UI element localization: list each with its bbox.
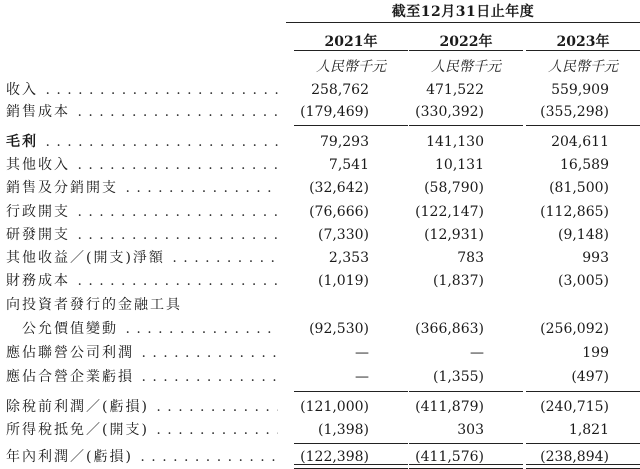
value-2021: — [355,369,369,385]
unit-header-2023: 人民幣千元 [548,59,618,75]
value-2022: (58,790) [424,180,484,196]
value-2023: (238,894) [540,449,609,465]
total-double-rule-2022 [409,464,523,469]
value-2023: (9,148) [557,227,609,243]
row-label: 銷售成本 . . . [6,101,278,123]
value-2022: 303 [457,422,484,438]
year-header-2021: 2021年 [324,34,378,50]
total-double-rule-2023 [526,464,640,469]
row-label: 研發開支 . . . [6,224,278,246]
value-2022: 471,522 [426,82,484,98]
value-2023: 199 [582,345,609,361]
table-row-loss-before-tax [0,396,640,418]
value-2021: 79,293 [320,134,369,150]
row-label: 向投資者發行的金融工具 [6,297,182,313]
row-label: 所得稅抵免／(開支) . . . [6,419,278,441]
table-row-income-tax [0,419,640,441]
subtotal-rule-2022 [409,125,523,126]
value-2021: (76,666) [309,204,369,220]
value-2022: (12,931) [424,227,484,243]
subtotal-rule-2023 [526,391,640,392]
table-row-financial-instruments-heading [0,294,640,316]
value-2022: 783 [457,250,484,266]
row-label: 其他收益／(開支)淨額 . . . [6,247,278,269]
unit-header-2021: 人民幣千元 [316,59,386,75]
value-2021: 258,762 [311,82,369,98]
value-2023: (497) [571,369,609,385]
table-row-selling-expenses [0,177,640,199]
value-2022: (411,879) [415,399,484,415]
value-2022: (411,576) [415,449,484,465]
value-2023: 993 [582,250,609,266]
subtotal-rule-2021 [294,391,408,392]
value-2021: — [355,345,369,361]
row-label: 其他收入 . . . [6,154,278,176]
year-rule-2023 [526,50,640,51]
value-2023: 559,909 [551,82,609,98]
value-2022: 141,130 [426,134,484,150]
value-2023: 204,611 [551,134,609,150]
subtotal-rule-2021 [294,443,408,444]
row-label: 應佔合營企業虧損 . . . [6,366,278,388]
table-row-other-gains-net [0,247,640,269]
value-2023: (112,865) [540,204,609,220]
year-header-2023: 2023年 [556,34,610,50]
table-row-finance-costs [0,270,640,292]
table-row-fair-value-change [0,318,640,340]
table-row-share-of-jv [0,366,640,388]
table-row-admin-expenses [0,201,640,223]
value-2023: 16,589 [560,157,609,173]
period-title: 截至12月31日止年度 [391,4,535,20]
row-label: 行政開支 . . . [6,201,278,223]
value-2021: (1,398) [317,422,369,438]
value-2023: (3,005) [557,273,609,289]
value-2022: (366,863) [415,321,484,337]
value-2021: (92,530) [309,321,369,337]
row-label: 公允價值變動 . . . [22,318,278,340]
subtotal-rule-2023 [526,125,640,126]
value-2021: (32,642) [309,180,369,196]
value-2023: (81,500) [549,180,609,196]
table-row-revenue [0,79,640,101]
value-2023: (355,298) [540,104,609,120]
subtotal-rule-2023 [526,443,640,444]
value-2021: (7,330) [317,227,369,243]
subtotal-rule-2022 [409,443,523,444]
value-2022: (122,147) [415,204,484,220]
value-2021: (179,469) [300,104,369,120]
row-label: 年內利潤／(虧損) . . . [6,446,278,468]
value-2021: 7,541 [328,157,369,173]
table-row-cost-of-sales [0,101,640,123]
row-label: 收入 . . . [6,79,278,101]
total-double-rule-2021 [294,464,408,469]
value-2022: (1,355) [432,369,484,385]
value-2021: 2,353 [328,250,369,266]
value-2023: (256,092) [540,321,609,337]
value-2022: — [470,345,484,361]
table-row-gross-profit [0,131,640,153]
value-2022: (330,392) [415,104,484,120]
value-2023: 1,821 [568,422,609,438]
year-header-2022: 2022年 [439,34,493,50]
value-2022: (1,837) [432,273,484,289]
row-label: 毛利 . . . [6,131,278,153]
subtotal-rule-2021 [294,125,408,126]
table-row-rnd-expenses [0,224,640,246]
row-label: 銷售及分銷開支 . . . [6,177,278,199]
table-row-other-income [0,154,640,176]
year-rule-2022 [409,50,523,51]
row-label: 應佔聯營公司利潤 . . . [6,342,278,364]
row-label: 除稅前利潤／(虧損) . . . [6,396,278,418]
row-label: 財務成本 . . . [6,270,278,292]
table-row-share-of-associates [0,342,640,364]
period-rule [286,22,640,23]
value-2023: (240,715) [540,399,609,415]
value-2021: (121,000) [300,399,369,415]
unit-header-2022: 人民幣千元 [431,59,501,75]
year-rule-2021 [294,50,408,51]
value-2021: (1,019) [317,273,369,289]
value-2022: 10,131 [435,157,484,173]
value-2021: (122,398) [300,449,369,465]
subtotal-rule-2022 [409,391,523,392]
